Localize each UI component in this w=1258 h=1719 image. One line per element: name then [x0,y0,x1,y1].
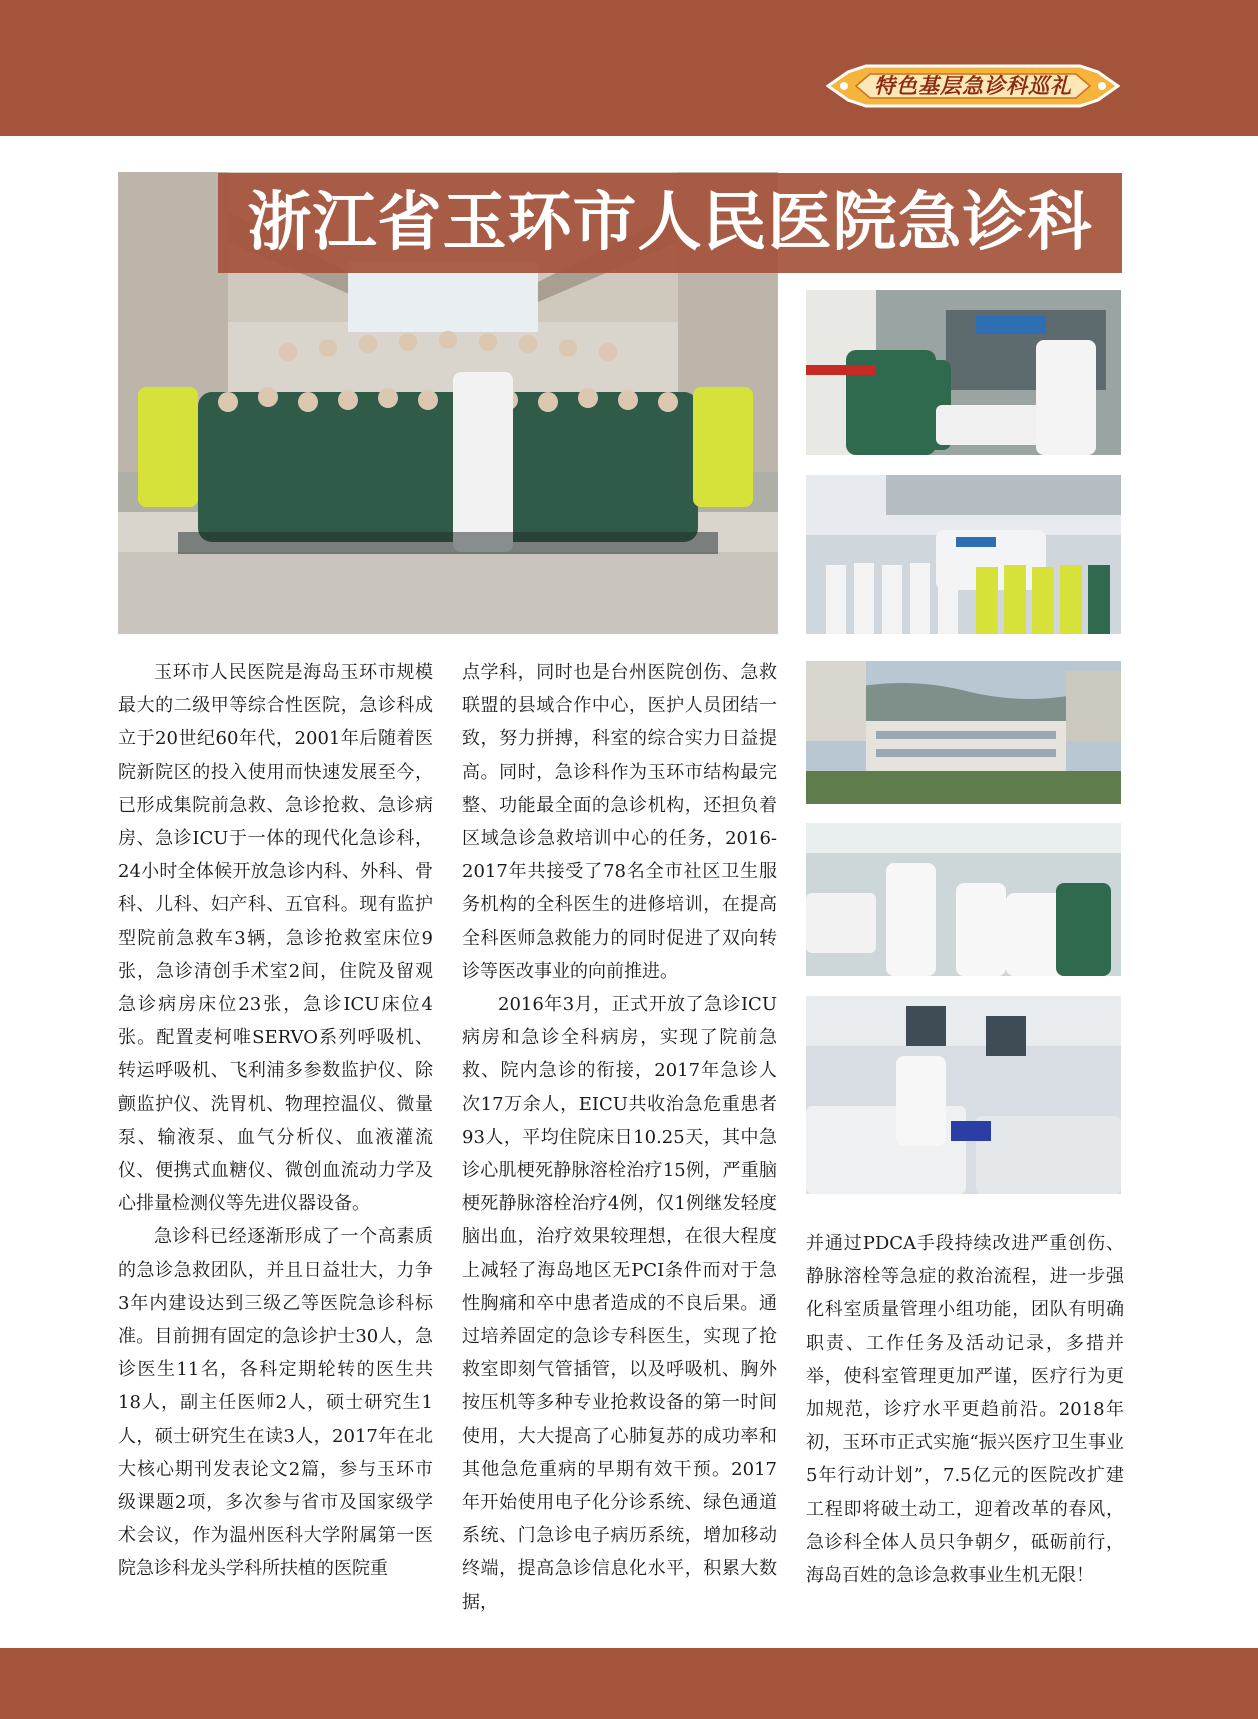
paragraph-2: 急诊科已经逐渐形成了一个高素质的急诊急救团队，并且日益壮大，力争3年内建设达到三级乙等医院急诊科标准。目前拥有固定的急诊护士30人，急诊医生11名，各科定期轮转的医生共18人，副主任医师2人，硕士研究生1人，硕士研究生在读3人，2017年在北大核心期刊发表论文2篇，参与玉环市级课题2项，多次参与省市及国家级学术会议，作为温州医科大学附属第一医院急诊科龙头学科所扶植的医院重 [118,1226,433,1580]
icu-ward-photo [806,996,1121,1194]
section-label: 特色基层急诊科巡礼 [874,74,1072,98]
article-column-2 [462,656,777,1619]
article-title: 浙江省玉环市人民医院急诊科 [247,186,1093,260]
article-column-1 [118,656,433,1586]
team-ambulance-photo [806,475,1121,634]
ambulance-transfer-photo [806,290,1121,455]
paragraph-3: 2016年3月，正式开放了急诊ICU病房和急诊全科病房，实现了院前急救、院内急诊的衔接，2017年急诊人次17万余人，EICU共收治急危重患者93人，平均住院床日10.25天，其中急诊心肌梗死静脉溶栓治疗15例，严重脑梗死静脉溶栓治疗4例，仅1例继发轻度脑出血，治疗效果较理想，在很大程度上减轻了海岛地区无PCI条件而对于急性胸痛和卒中患者造成的不良后果。通过培养固定的急诊专科医生，实现了抢救室即刻气管插管，以及呼吸机、胸外按压机等多种专业抢救设备的第一时间使用，大大提高了心肺复苏的成功率和其他急危重病的早期有效干预。2017年开始使用电子化分诊系统、绿色通道系统、门急诊电子病历系统，增加移动终端，提高急诊信息化水平，积累大数据， [462,994,777,1613]
paragraph-3-continued: 并通过PDCA手段持续改进严重创伤、静脉溶栓等急症的救治流程，进一步强化科室质量管理小组功能，团队有明确职责、工作任务及活动记录，多措并举，使科室管理更加严谨，医疗行为更加规范，诊疗水平更趋前沿。2018年初，玉环市正式实施“振兴医疗卫生事业5年行动计划”，7.5亿元的医院改扩建工程即将破土动工，迎着改革的春风，急诊科全体人员只争朝夕，砥砺前行，海岛百姓的急诊急救事业生机无限！ [806,1233,1124,1587]
hospital-campus-aerial-photo [806,661,1121,804]
paragraph-1: 玉环市人民医院是海岛玉环市规模最大的二级甲等综合性医院，急诊科成立于20世纪60年代，2001年后随着医院新院区的投入使用而快速发展至今，已形成集院前急救、急诊抢救、急诊病房、急诊ICU于一体的现代化急诊科，24小时全体候开放急诊内科、外科、骨科、儿科、妇产科、五官科。现有监护型院前急救车3辆，急诊抢救室床位9张，急诊清创手术室2间，住院及留观急诊病房床位23张，急诊ICU床位4张。配置麦柯唯SERVO系列呼吸机、转运呼吸机、飞利浦多参数监护仪、除颤监护仪、洗胃机、物理控温仪、微量泵、输液泵、血气分析仪、血液灌流仪、便携式血糖仪、微创血流动力学及心排量检测仪等先进仪器设备。 [118,662,433,1215]
footer-band [0,1648,1258,1719]
section-badge [826,62,1120,110]
paragraph-2-continued: 点学科，同时也是台州医院创伤、急救联盟的县域合作中心，医护人员团结一致，努力拼搏，科室的综合实力日益提高。同时，急诊科作为玉环市结构最完整、功能最全面的急诊机构，还担负着区域急诊急救培训中心的任务，2016-2017年共接受了78名全市社区卫生服务机构的全科医生的进修培训，在提高全科医师急救能力的同时促进了双向转诊等医改事业的向前推进。 [462,662,777,982]
article-column-3 [806,1227,1124,1592]
emergency-care-photo [806,823,1121,976]
